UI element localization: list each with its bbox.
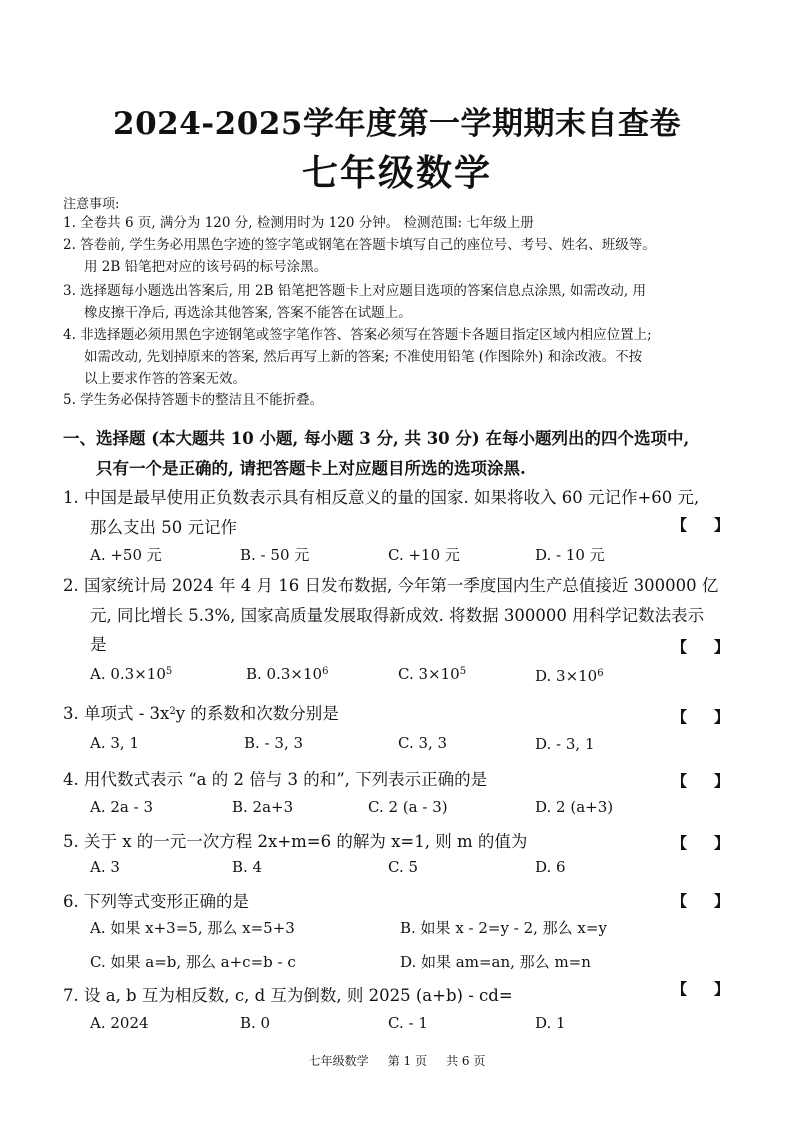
option-c: C. 3, 3 <box>398 734 448 752</box>
option-c: C. - 1 <box>388 1014 428 1032</box>
note-3-cont: 橡皮擦干净后, 再选涂其他答案, 答案不能答在试题上。 <box>84 305 412 321</box>
option-d: D. 2 (a+3) <box>535 798 614 816</box>
exam-subtitle: 七年级数学 <box>301 152 492 194</box>
option-b: B. 如果 x - 2=y - 2, 那么 x=y <box>400 919 607 937</box>
footer-subject: 七年级数学 <box>308 1054 369 1068</box>
option-d: D. 如果 am=an, 那么 m=n <box>400 953 591 971</box>
answer-bracket: 【 】 <box>672 772 730 790</box>
answer-bracket: 【 】 <box>672 708 730 726</box>
question-2-stem-cont2: 是 <box>90 635 107 654</box>
question-2-stem: 2. 国家统计局 2024 年 4 月 16 日发布数据, 今年第一季度国内生产总值接近 300000 亿 <box>63 576 719 595</box>
exam-title: 2024-2025学年度第一学期期末自查卷 <box>113 106 681 142</box>
question-3-stem: 3. 单项式 - $3x^2y$ 的系数和次数分别是 <box>63 704 339 723</box>
question-1-stem-cont: 那么支出 50 元记作 <box>90 518 237 537</box>
note-1: 1. 全卷共 6 页, 满分为 120 分, 检测用时为 120 分钟。 检测范围: 七年级上册 <box>63 215 534 231</box>
note-2: 2. 答卷前, 学生务必用黑色字迹的签字笔或钢笔在答题卡填写自己的座位号、考号、姓名、班级等。 <box>63 237 656 253</box>
option-b: B. 0 <box>240 1014 271 1032</box>
footer-page-number: 第 1 页 <box>387 1054 427 1068</box>
note-3: 3. 选择题每小题选出答案后, 用 2B 铅笔把答题卡上对应题目选项的答案信息点涂黑, 如需改动, 用 <box>63 283 647 299</box>
option-d: D. - 3, 1 <box>535 735 595 753</box>
notes-heading: 注意事项: <box>63 197 120 212</box>
option-b: B. 2a+3 <box>232 798 294 816</box>
page-footer <box>0 1052 794 1069</box>
option-a: A. $0.3\times 10^5$ <box>90 665 173 683</box>
answer-bracket: 【 】 <box>672 516 730 534</box>
answer-bracket: 【 】 <box>672 980 730 998</box>
option-c: C. +10 元 <box>388 546 460 564</box>
option-a: A. 如果 x+3=5, 那么 x=5+3 <box>90 919 295 937</box>
footer-page-total: 共 6 页 <box>446 1054 486 1068</box>
option-a: A. +50 元 <box>90 546 162 564</box>
section-instruction: 只有一个是正确的, 请把答题卡上对应题目所选的选项涂黑. <box>96 459 526 478</box>
option-c: C. 2 (a - 3) <box>368 798 448 816</box>
option-a: A. 3, 1 <box>90 734 139 752</box>
option-a: A. 3 <box>90 858 120 876</box>
option-b: B. 4 <box>232 858 263 876</box>
option-a: A. 2a - 3 <box>90 798 154 816</box>
option-d: D. $3\times 10^6$ <box>535 667 604 685</box>
option-d: D. 6 <box>535 858 566 876</box>
option-a: A. 2024 <box>90 1014 149 1032</box>
note-4: 4. 非选择题必须用黑色字迹钢笔或签字笔作答、答案必须写在答题卡各题目指定区域内相应位置上; <box>63 327 652 343</box>
question-7-stem: 7. 设 a, b 互为相反数, c, d 互为倒数, 则 2025 (a+b) - cd= <box>63 986 513 1005</box>
question-5-stem: 5. 关于 x 的一元一次方程 2x+m=6 的解为 x=1, 则 m 的值为 <box>63 832 528 851</box>
option-b: B. - 50 元 <box>240 546 310 564</box>
note-4-cont: 如需改动, 先划掉原来的答案, 然后再写上新的答案; 不准使用铅笔 (作图除外) 和涂改液。不按 <box>84 349 643 365</box>
option-d: D. 1 <box>535 1014 566 1032</box>
option-c: C. $3\times 10^5$ <box>398 665 467 683</box>
question-4-stem: 4. 用代数式表示 “a 的 2 倍与 3 的和”, 下列表示正确的是 <box>63 770 488 789</box>
option-b: B. - 3, 3 <box>244 734 304 752</box>
question-2-stem-cont: 元, 同比增长 5.3%, 国家高质量发展取得新成效. 将数据 300000 用科学记数法表示 <box>90 606 705 625</box>
section-heading: 一、选择题 (本大题共 10 小题, 每小题 3 分, 共 30 分) 在每小题列出的四个选项中, <box>63 429 690 448</box>
question-1-stem: 1. 中国是最早使用正负数表示具有相反意义的量的国家. 如果将收入 60 元记作+60 元, <box>63 488 700 507</box>
option-c: C. 如果 a=b, 那么 a+c=b - c <box>90 953 296 971</box>
option-c: C. 5 <box>388 858 419 876</box>
note-4-cont2: 以上要求作答的答案无效。 <box>84 371 246 387</box>
answer-bracket: 【 】 <box>672 834 730 852</box>
note-5: 5. 学生务必保持答题卡的整洁且不能折叠。 <box>63 392 324 408</box>
option-b: B. $0.3\times 10^6$ <box>246 665 329 683</box>
note-2-cont: 用 2B 铅笔把对应的该号码的标号涂黑。 <box>84 259 328 275</box>
answer-bracket: 【 】 <box>672 638 730 656</box>
answer-bracket: 【 】 <box>672 892 730 910</box>
option-d: D. - 10 元 <box>535 546 605 564</box>
question-6-stem: 6. 下列等式变形正确的是 <box>63 892 249 911</box>
